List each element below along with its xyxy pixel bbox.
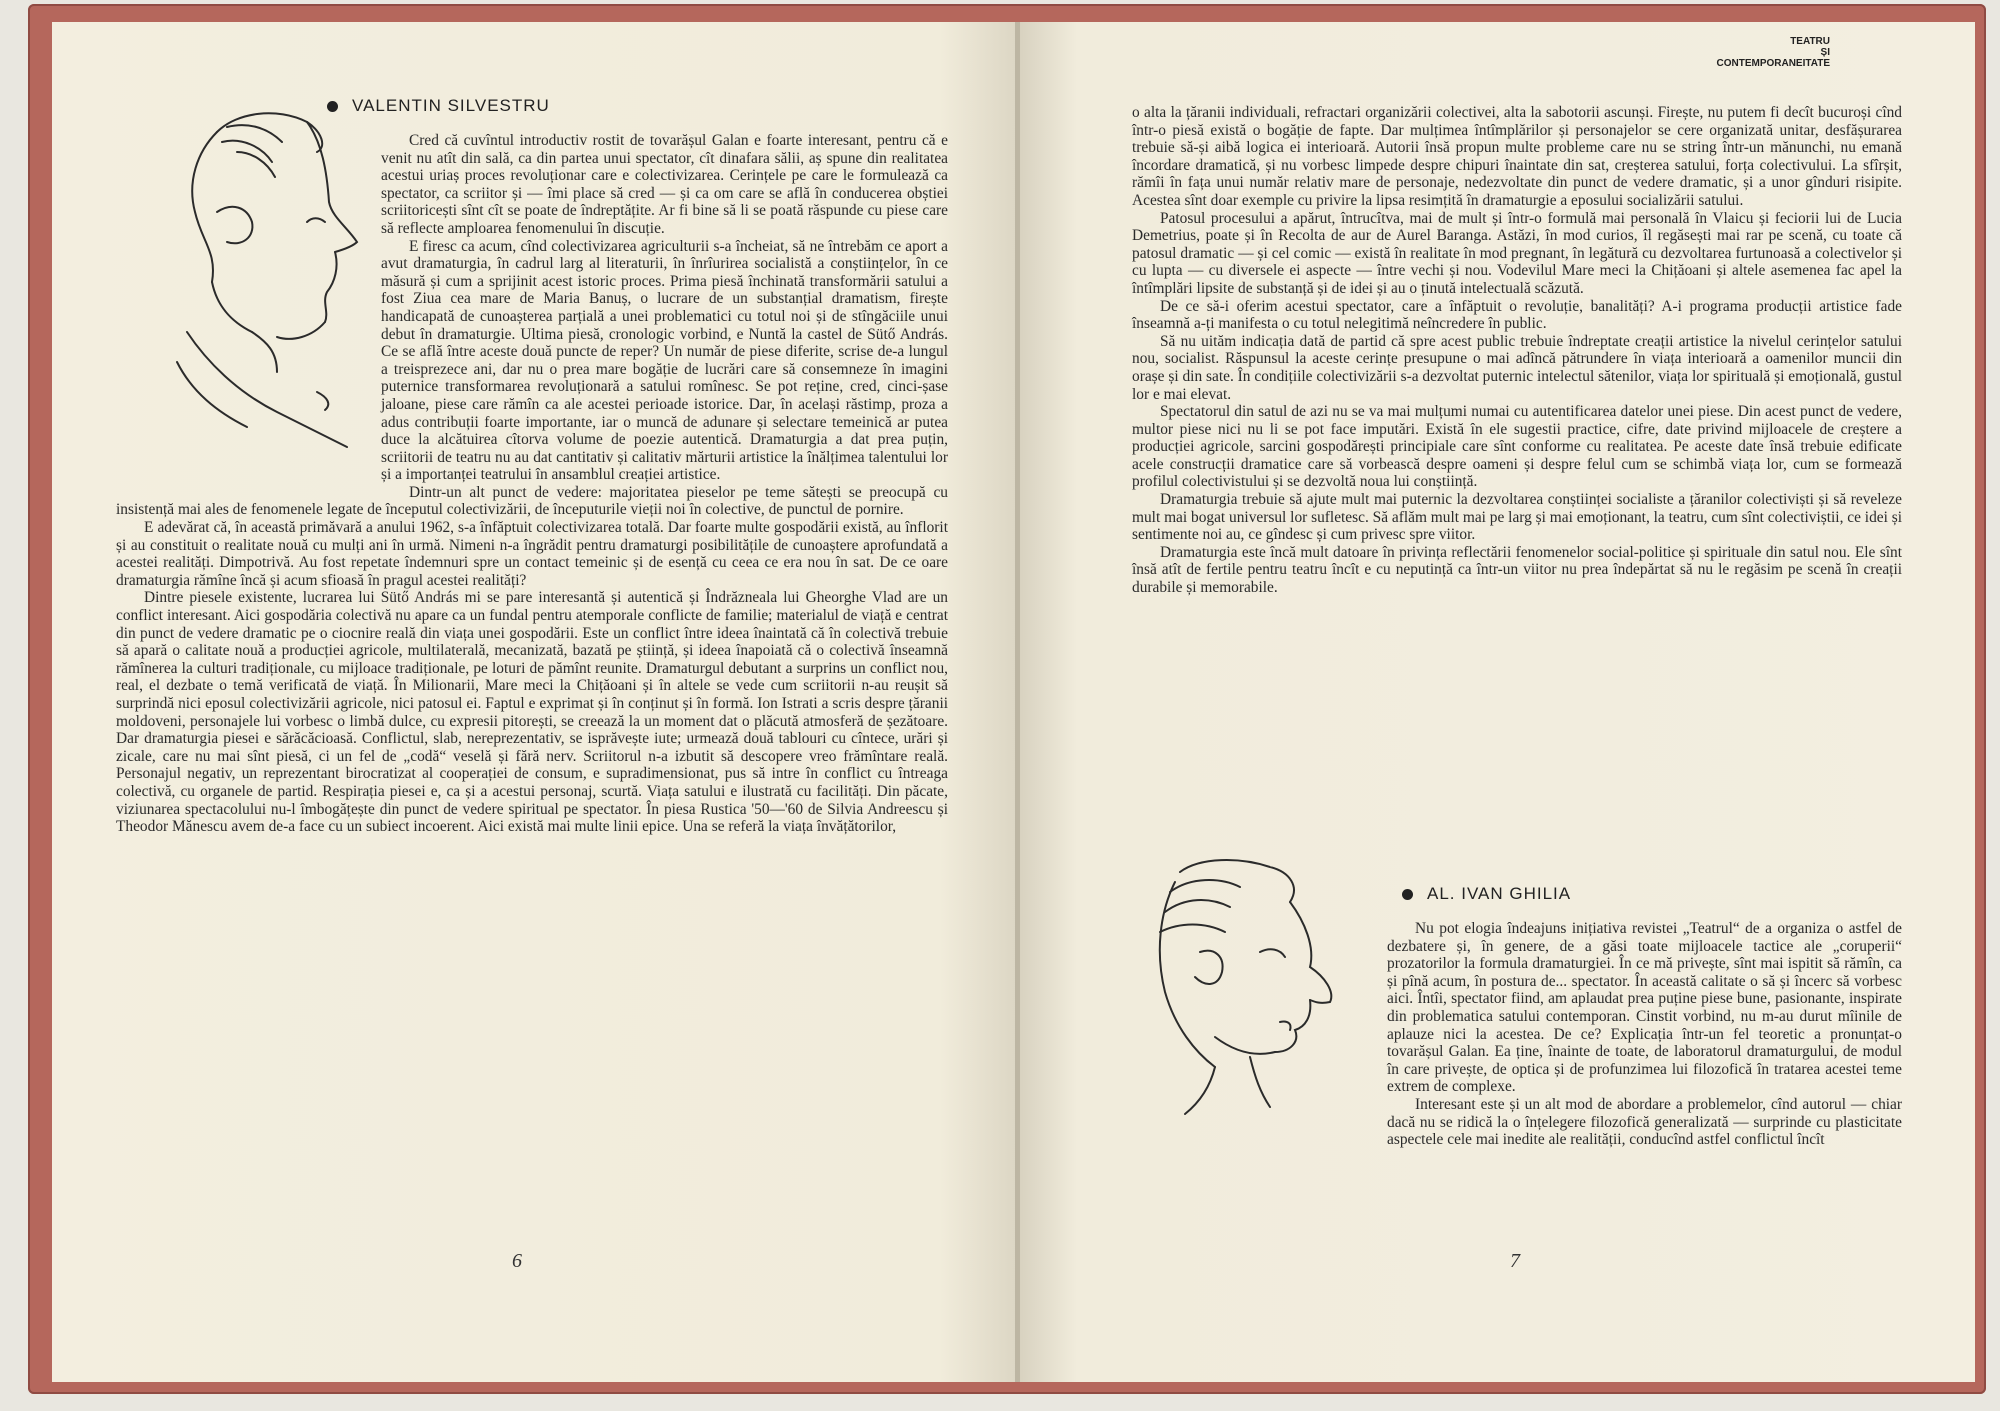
paragraph: Dramaturgia este încă mult datoare în privința reflectării fenomenelor social-politice și spirituale din satul nou. Ele sînt însă atît de fertile pentru teatru încît e cu neputință ca într-un viitor nu prea îndepărtat să nu le regăsim pe scenă în creații durabile și memorabile. [1132,543,1902,597]
paragraph: Patosul procesului a apărut, întrucîtva, mai de mult și într-o formulă mai personală în Vlaicu și feciorii lui de Lucia Demetrius, poate și în Recolta de aur de Aurel Baranga. Astăzi, în mod curios, îl regăsești mai rar pe scenă, cu toate că patosul dramatic — și cel comic — există în realitate în mod pregnant, în legătură cu dezvoltarea furtunoasă a colectivelor și cu lupta — cu diversele ei aspecte — între vechi și nou. Vodevilul Mare meci la Chițăoani și altele asemenea fac apel la întîmplări lipsite de substanță și de idei și au o ținută intelectuală scăzută. [1132,209,1902,297]
bullet-icon [1402,889,1413,900]
page-number-right: 7 [1510,1250,1520,1272]
paragraph: Nu pot elogia îndeajuns inițiativa revistei „Teatrul“ de a organiza o astfel de dezbatere și, în genere, de a găsi toate mijloacele tactice ale „coruperii“ prozatorilor la formula dramaturgiei. În ce mă privește, sînt mai ispitit să rămîn, ca și pînă acum, în postura de... spectator. În această calitate o să și încerc să vorbesc aici. Întîi, spectator fiind, am aplaudat prea puține piese bune, pasionante, inspirate din problematica satului contemporan. Cinstit vorbind, nu m-au durut mîinile de aplauze nici la acestea. De ce? Explicația într-un fel teoretic a pronunțat-o tovarășul Galan. Ea ține, înainte de toate, de laboratorul dramaturgului, de modul în care privește, de optica și de profunzimea lui filozofică în tratarea acestei teme extrem de complexe. [1387,920,1902,1096]
paragraph: Dintre piesele existente, lucrarea lui Sütő András mi se pare interesantă și autentică și Îndrăzneala lui Gheorghe Vlad are un conflict interesant. Aici gospodăria colectivă nu apare ca un fundal pentru atemporale conflicte de familie; materialul de viață e centrat din punct de vedere dramatic pe o ciocnire reală din viața unei gospodării. Este un conflict între ideea înaintată că în colectivă trebuie să apară o calitate nouă a producției agricole, multilaterală, mecanizată, bazată pe știință, și ideea înapoiată că o colectivă înseamnă rămînerea la culturi tradiționale, cu mijloace tradiționale, pe loturi de pămînt reunite. Dramaturgul debutant a surprins un conflict nou, real, el dezbate o temă verificată de viață. În Milionarii, Mare meci la Chițăoani și în altele se vede cum scriitorii n-au reușit să surprindă nici eposul colectivizării agricole, nici patosul ei. Faptul e exprimat și în conținut și în formă. Ion Istrati a scris despre țăranii moldoveni, personajele lui vorbesc o limbă dulce, cu expresii pitorești, se creează la un moment dat o plăcută atmosferă de șezătoare. Dar dramaturgia piesei e sărăcăcioasă. Conflictul, slab, nereprezentativ, se isprăvește iute; urmează două tablouri cu cîntece, urări și zicale, care nu mai sînt piesă, ci un fel de „codă“ veselă și fără nerv. Scriitorul n-a izbutit să descopere vreo frămîntare reală. Personajul negativ, un reprezentant birocratizat al cooperației de consum, e supradimensionat, pus să intre în conflict cu întreaga colectivă, cu organele de partid. Respirația piesei e, ca și a acestui personaj, scurtă. Viața satului e ilustrată cu facilități. Din păcate, viziunarea spectacolului nu-l îmbogățește din punct de vedere spiritual pe spectator. În piesa Rustica '50—'60 de Silvia Andreescu și Theodor Mănescu avem de-a face cu un subiect incoerent. Aici există mai multe linii epice. Una se referă la viața învățătorilor, [116,589,948,836]
author-heading-silvestru: VALENTIN SILVESTRU [327,96,550,116]
header-line: ȘI [1820,47,1830,58]
paragraph: Dramaturgia trebuie să ajute mult mai puternic la dezvoltarea conștiinței socialiste a țăranilor colectiviști și să reveleze mult mai bogat universul lor sufletesc. Să aflăm mult mai pe larg și mai emoționant, la teatru, cum sînt colectiviștii, ce idei și sentimente noi au, ce gîndesc și cum privesc spre viitor. [1132,491,1902,544]
right-page [1020,22,1975,1382]
section-header [1716,36,1830,69]
paragraph: Spectatorul din satul de azi nu se va mai mulțumi numai cu autentificarea datelor unei piese. Din acest punct de vedere, multor piese nici nu li se pot face imputări. Există în ele sugestii practice, cifre, date privind mijloacele de creștere a producției agricole, sarcini gospodărești principiale care sînt conforme cu realitatea. Pe aceste date însă trebuie edificate acele construcții dramatice care să vorbească despre oameni și despre felul cum se schimbă viața lor, cum se formează profilul colectivistului și se dezvoltă noua lui conștiință. [1132,403,1902,491]
paragraph: Cred că cuvîntul introductiv rostit de tovarășul Galan e foarte interesant, pentru că e venit nu atît din sală, ca din partea unui spectator, cît dinafara sălii, aș spune din realitatea acestui uriaș proces revoluționar care e colectivizarea. Cerințele pe care le formulează ca spectator, ca scriitor și — îmi place să cred — și ca om care se află în conducerea obștiei scriitoricești sînt cît se poate de îndreptățite. Ar fi bine să li se poată răspunde cu piese care să reflecte amploarea fenomenului în discuție. [381,132,948,237]
paragraph: E firesc ca acum, cînd colectivizarea agriculturii s-a încheiat, să ne întrebăm ce aport a avut dramaturgia, în cadrul larg al literaturii, în înrîurirea socialistă a conștiințelor, în ce măsură și cum a sprijinit acest istoric proces. Prima piesă închinată transformării satului a fost Ziua cea mare de Maria Banuș, o lucrare de un substanțial dramatism, firește handicapată de cunoașterea parțială a unei problematici cu totul noi și de stîngăciile unui debut în dramaturgie. Ultima piesă, cronologic vorbind, e Nuntă la castel de Sütő András. Ce se află între aceste două puncte de reper? Un număr de piese diferite, scrise de-a lungul a treisprezece ani, dar nu o prea mare bogăție de lucrări care să consemneze în imagini puternice transformarea revoluționară a satului romînesc. Se pot reține, cred, cinci-șase jaloane, piese care rămîn ca ale acestei perioade istorice. Dar, în același răstimp, proza a adus contribuții foarte importante, iar o muncă de adunare și selectare temeinică ar putea duce la alcătuirea cîtorva volume de poezie autentică. Dramaturgia a dat prea puțin, scriitorii de teatru nu au dat cantitativ și calitativ mărturii artistice la înălțimea talentului lor și a importanței teatrului în ansamblul creației artistice. [381,237,948,484]
header-line: CONTEMPORANEITATE [1716,58,1830,69]
paragraph: Dintr-un alt punct de vedere: majoritatea pieselor pe teme sătești se preocupă cu insistență mai ales de fenomenele legate de începutul colectivizării, de începuturile vieții noi în colective, de punctul de pornire. [116,483,948,519]
paragraph: o alta la țăranii individuali, refractari organizării colectivei, alta la sabotorii ascunși. Firește, nu putem fi decît bucuroși cînd într-o piesă există o bogăție de fapte. Dar mulțimea întîmplărilor și personajelor se cere organizată unitar, desfășurarea trebuie să-și aibă logica ei interioară. Autorii însă propun multe probleme care nu se string într-un mănunchi, nu emană încordare dramatică, și nu vorbesc limpede despre chipuri înaintate din sat, creșterea satului, forța colectivului. La sfîrșit, rămîi în fața unui număr relativ mare de personaje, nedezvoltate din punct de vedere dramatic, și a unor gînduri risipite. Acestea sînt doar exemple cu privire la lipsa resimțită în dramaturgie a eposului socializării satului. [1132,104,1902,209]
right-page-body-top [1132,104,1902,597]
header-line: TEATRU [1790,36,1830,47]
right-page-body-bottom [1132,920,1902,1149]
paragraph: De ce să-i oferim acestui spectator, care a înfăptuit o revoluție, banalități? A-i programa producții artistice fade înseamnă a-ți manifesta o cu totul nelegitimă neîncredere în public. [1132,297,1902,333]
paragraph: E adevărat că, în această primăvară a anului 1962, s-a înfăptuit colectivizarea totală. Dar foarte multe gospodării există, au înflorit și au constituit o realitate nouă cu mulți ani în urmă. Nimeni n-a îngrădit pentru dramaturgi posibilitățile de cunoaștere aprofundată a acestei realități. Dimpotrivă. Au fost repetate îndemnuri spre un contact temeinic și de esență cu ceea ce era nou în sat. De ce oare dramaturgia rămîne încă și acum sfioasă în pragul acestei realități? [116,519,948,589]
author-heading-ghilia: AL. IVAN GHILIA [1402,884,1571,904]
paragraph: Să nu uităm indicația dată de partid că spre acest public trebuie îndreptate creații artistice la nivelul cerințelor satului nou, socialist. Răspunsul la aceste cerințe presupune o mai adîncă pătrundere în viața interioară a oamenilor muncii din orașe și din sate. În condițiile colectivizării s-a dezvoltat puternic intelectul sătenilor, viața lor spirituală și emoțională, gustul lor e mai elevat. [1132,332,1902,403]
paragraph: Interesant este și un alt mod de abordare a problemelor, cînd autorul — chiar dacă nu se ridică la o înțelegere filozofică generalizată — surprinde cu plasticitate aspectele cele mai inedite ale realității, conducînd astfel conflictul încît [1387,1095,1902,1149]
bullet-icon [327,101,338,112]
left-page-body [116,132,948,1232]
page-number-left: 6 [512,1250,522,1272]
left-page [52,22,1017,1382]
